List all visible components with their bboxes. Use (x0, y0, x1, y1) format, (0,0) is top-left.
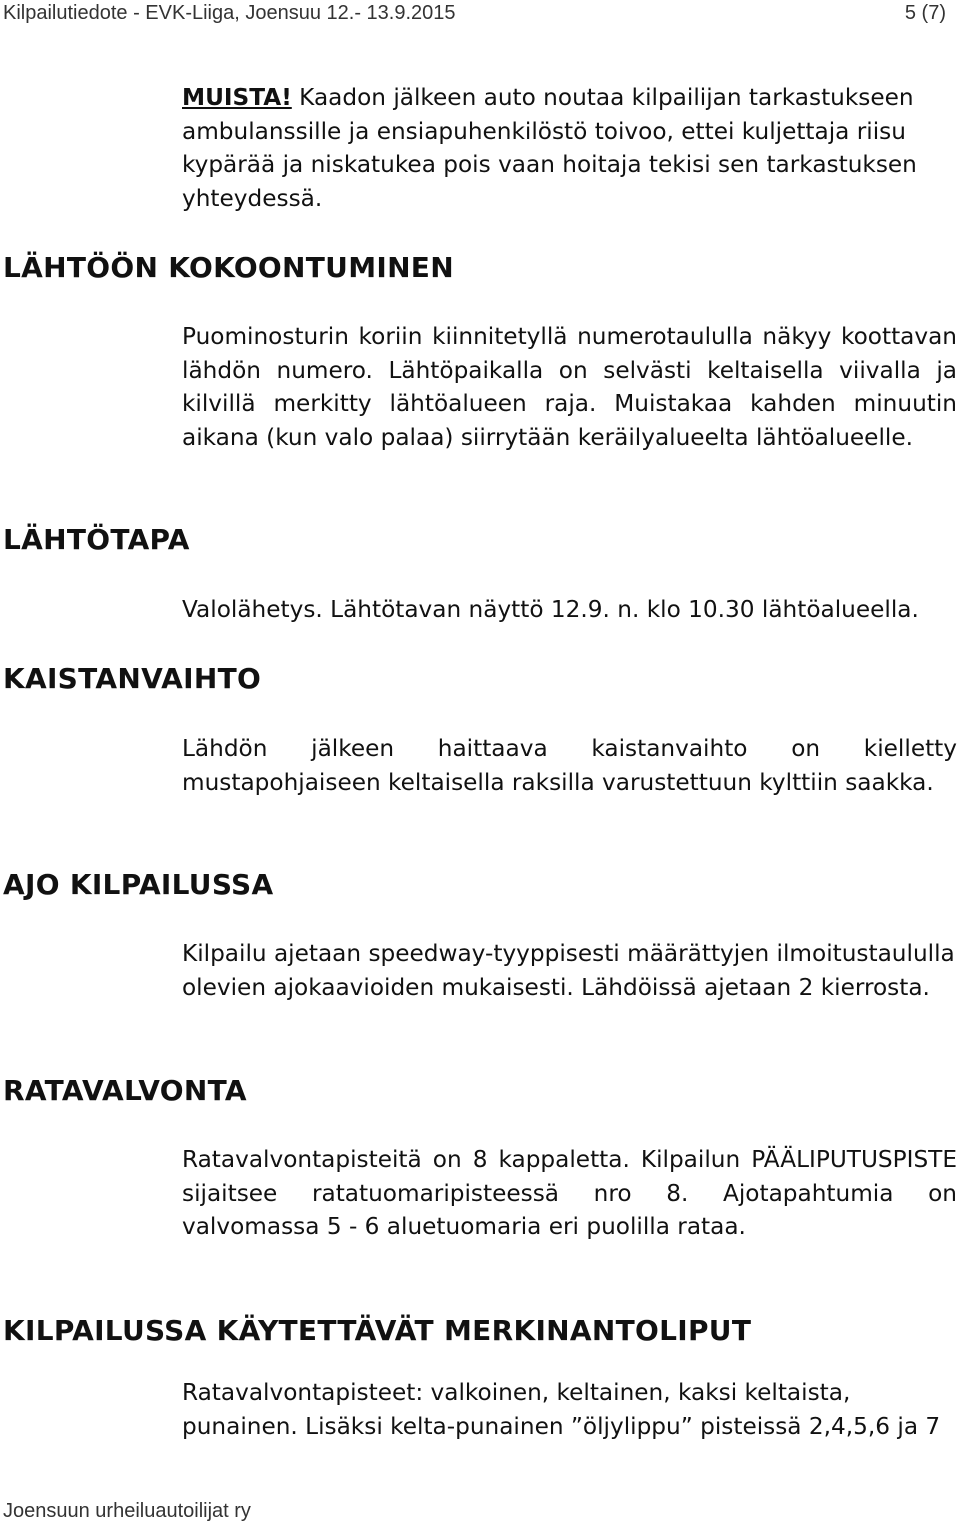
document-header-title: Kilpailutiedote - EVK-Liiga, Joensuu 12.- 13.9.2015 (3, 2, 456, 24)
footer-organization: Joensuun urheiluautoilijat ry (3, 1500, 251, 1522)
paragraph-kaistanvaihto: Lähdön jälkeen haittaava kaistanvaihto on kielletty mustapohjaiseen keltaisella raksilla varustettuun kylttiin saakka. (182, 735, 957, 796)
heading-ratavalvonta: RATAVALVONTA (3, 1074, 247, 1107)
page-number: 5 (7) (904, 2, 946, 24)
paragraph-ratavalvonta: Ratavalvontapisteitä on 8 kappaletta. Kilpailun PÄÄLIPUTUSPISTE sijaitsee ratatuomaripisteessä nro 8. Ajotapahtumia on valvomassa 5 - 6 aluetuomaria eri puolilla rataa. (182, 1146, 957, 1240)
heading-merkinantoliput: KILPAILUSSA KÄYTETTÄVÄT MERKINANTOLIPUT (3, 1314, 752, 1347)
heading-lahtoon-kokoontuminen: LÄHTÖÖN KOKOONTUMINEN (3, 251, 454, 284)
muista-paragraph (182, 81, 957, 215)
paragraph-lahtotapa: Valolähetys. Lähtötavan näyttö 12.9. n. klo 10.30 lähtöalueella. (182, 596, 919, 623)
muista-text: Kaadon jälkeen auto noutaa kilpailijan tarkastukseen ambulanssille ja ensiapuhenkilöstö toivoo, ettei kuljettaja riisu kypärää ja niskatukea pois vaan hoitaja tekisi sen tarkastuksen yhteydessä. (182, 84, 917, 212)
heading-ajo-kilpailussa: AJO KILPAILUSSA (3, 868, 274, 901)
muista-label: MUISTA! (182, 84, 292, 111)
paragraph-ajo-kilpailussa: Kilpailu ajetaan speedway-tyyppisesti määrättyjen ilmoitustaululla olevien ajokaavioiden mukaisesti. Lähdöissä ajetaan 2 kierrosta. (182, 940, 955, 1001)
heading-lahtotapa: LÄHTÖTAPA (3, 523, 190, 556)
paragraph-lahtoon-kokoontuminen: Puominosturin koriin kiinnitetyllä numerotaululla näkyy koottavan lähdön numero. Lähtöpaikalla on selvästi keltaisella viivalla ja kilvillä merkitty lähtöalueen raja. Muistakaa kahden minuutin aikana (kun valo palaa) siirrytään keräilyalueelta lähtöalueelle. (182, 323, 957, 451)
paragraph-merkinantoliput: Ratavalvontapisteet: valkoinen, keltainen, kaksi keltaista, punainen. Lisäksi kelta-punainen ”öljylippu” pisteissä 2,4,5,6 ja 7 (182, 1379, 941, 1440)
heading-kaistanvaihto: KAISTANVAIHTO (3, 662, 262, 695)
